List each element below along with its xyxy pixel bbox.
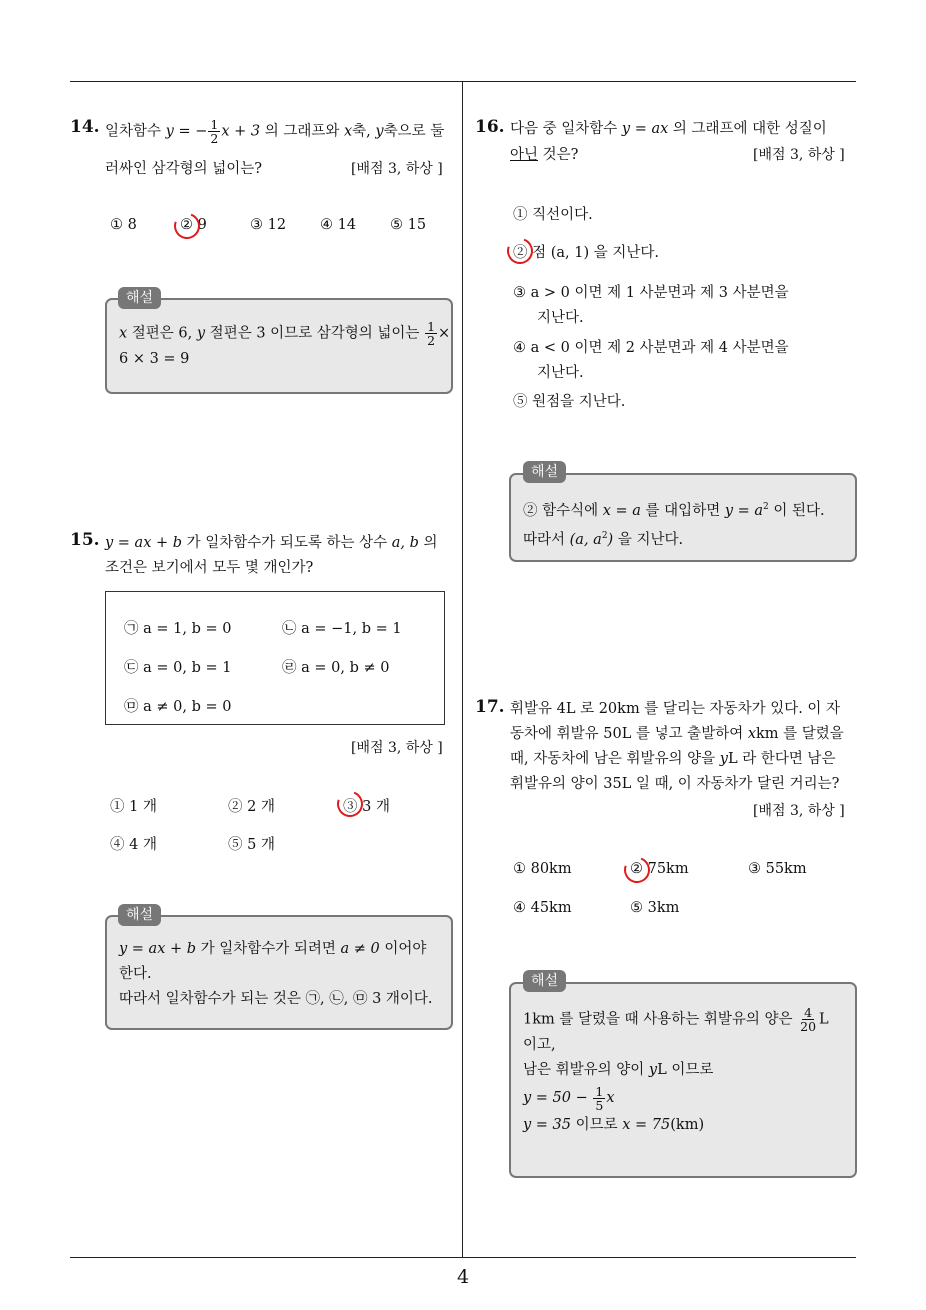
q17-solution-line1: 1km 를 달렸을 때 사용하는 휘발유의 양은 $\frac{4}{20}$ L xyxy=(523,1005,829,1034)
q15-stem-line2: 조건은 보기에서 모두 몇 개인가? xyxy=(105,560,314,576)
q15-choice-4[interactable]: ④ 4 개 xyxy=(110,837,157,853)
q14-score: [배점 3, 하상 ] xyxy=(351,161,443,177)
q15-solution-line2: 한다. xyxy=(119,966,152,982)
q14-choice-1[interactable]: ① 8 xyxy=(110,217,137,233)
q14-solution-line2: 6 × 3 = 9 xyxy=(119,351,190,367)
q17-stem-line1: 휘발유 4L 로 20km 를 달리는 자동차가 있다. 이 자 xyxy=(510,701,841,717)
q15-choice-5[interactable]: ⑤ 5 개 xyxy=(228,837,275,853)
q16-solution-line2: 따라서 (a, $a^2$) 을 지난다. xyxy=(523,530,684,548)
q17-solution-line3: 남은 휘발유의 양이 yL 이므로 xyxy=(523,1062,714,1078)
q15-choice-1[interactable]: ① 1 개 xyxy=(110,799,157,815)
bottom-rule xyxy=(70,1257,856,1258)
q16-score: [배점 3, 하상 ] xyxy=(753,147,845,163)
q17-solution-line4: y = 50 − $\frac{1}{5}$ x xyxy=(523,1083,615,1113)
q16-number: 16. xyxy=(475,117,505,137)
q17-choice-5[interactable]: ⑤ 3km xyxy=(630,900,680,916)
page-number: 4 xyxy=(456,1266,470,1288)
q14-choice-5[interactable]: ⑤ 15 xyxy=(390,217,427,233)
q15-choice-2[interactable]: ② 2 개 xyxy=(228,799,275,815)
q14-solution-box xyxy=(105,298,453,394)
bogi-item: ㉢ a = 0, b = 1 xyxy=(124,660,232,676)
top-rule xyxy=(70,81,856,82)
answer-mark-icon xyxy=(170,209,205,244)
q16-choice-3[interactable]: ③ a > 0 이면 제 1 사분면과 제 3 사분면을 xyxy=(513,285,789,301)
q15-solution-box xyxy=(105,915,453,1030)
answer-mark-icon xyxy=(620,853,655,888)
q16-choice-5[interactable]: ⑤ 원점을 지난다. xyxy=(513,394,626,410)
q16-choice-3-cont: 지난다. xyxy=(537,310,584,326)
q17-solution-box xyxy=(509,982,857,1178)
q15-score: [배점 3, 하상 ] xyxy=(351,740,443,756)
q17-choice-4[interactable]: ④ 45km xyxy=(513,900,572,916)
bogi-item: ㉣ a = 0, b ≠ 0 xyxy=(282,660,390,676)
q17-stem-line4: 휘발유의 양이 35L 일 때, 이 자동차가 달린 거리는? xyxy=(510,776,840,792)
q16-choice-2[interactable]: ② 점 (a, 1) 을 지난다. xyxy=(513,245,659,261)
q16-choice-4-cont: 지난다. xyxy=(537,365,584,381)
q15-number: 15. xyxy=(70,530,100,550)
q17-choice-2[interactable]: ② 75km xyxy=(630,861,689,877)
q14-choice-2[interactable]: ② 9 xyxy=(180,217,207,233)
q17-solution-tag: 해설 xyxy=(523,970,566,992)
q17-stem-line3: 때, 자동차에 남은 휘발유의 양을 yL 라 한다면 남은 xyxy=(510,751,836,767)
q17-choice-1[interactable]: ① 80km xyxy=(513,861,572,877)
q16-solution-tag: 해설 xyxy=(523,461,566,483)
bogi-item: ㉠ a = 1, b = 0 xyxy=(124,621,232,637)
q15-bogi-box xyxy=(105,591,445,725)
q16-stem-line2: 아닌 것은? xyxy=(510,147,579,163)
bogi-item: ㉤ a ≠ 0, b = 0 xyxy=(124,699,232,715)
q15-solution-tag: 해설 xyxy=(118,904,161,926)
q17-choice-3[interactable]: ③ 55km xyxy=(748,861,807,877)
q14-choice-3[interactable]: ③ 12 xyxy=(250,217,287,233)
q17-solution-line2: 이고, xyxy=(523,1037,556,1053)
column-divider xyxy=(462,82,463,1258)
q17-solution-line5: y = 35 이므로 x = 75(km) xyxy=(523,1117,705,1133)
q14-stem-line2: 러싸인 삼각형의 넓이는? xyxy=(105,161,263,177)
q16-stem-line1: 다음 중 일차함수 y = ax 의 그래프에 대한 성질이 xyxy=(510,121,827,137)
q15-solution-line3: 따라서 일차함수가 되는 것은 ㉠, ㉡, ㉤ 3 개이다. xyxy=(119,991,433,1007)
q14-choice-4[interactable]: ④ 14 xyxy=(320,217,357,233)
q16-choice-1[interactable]: ① 직선이다. xyxy=(513,207,593,223)
q14-solution-tag: 해설 xyxy=(118,287,161,309)
q15-stem-line1: y = ax + b 가 일차함수가 되도록 하는 상수 a, b 의 xyxy=(105,535,438,551)
q16-underline-not: 아닌 xyxy=(510,147,539,163)
q14-fraction: $\frac{1}{2}$ xyxy=(210,117,219,146)
q14-number: 14. xyxy=(70,117,100,137)
q15-solution-line1: y = ax + b 가 일차함수가 되려면 a ≠ 0 이어야 xyxy=(119,941,427,957)
q17-stem-line2: 동차에 휘발유 50L 를 넣고 출발하여 xkm 를 달렸을 xyxy=(510,726,844,742)
q16-choice-4[interactable]: ④ a < 0 이면 제 2 사분면과 제 4 사분면을 xyxy=(513,340,789,356)
q17-score: [배점 3, 하상 ] xyxy=(753,803,845,819)
q16-solution-line1: ② 함수식에 x = a 를 대입하면 $y = a^2$ 이 된다. xyxy=(523,502,825,519)
answer-mark-icon xyxy=(503,234,538,269)
q14-stem-line1: 일차함수 y = − $\frac{1}{2}$ x + 3 의 그래프와 x축, y축으로 둘 xyxy=(105,117,445,146)
answer-mark-icon xyxy=(333,787,368,822)
q16-solution-box xyxy=(509,473,857,562)
bogi-item: ㉡ a = −1, b = 1 xyxy=(282,621,402,637)
q17-number: 17. xyxy=(475,697,505,717)
q14-solution-line1: x 절편은 6, y 절편은 3 이므로 삼각형의 넓이는 $\frac{1}{2}$ × xyxy=(119,319,451,348)
q15-choice-3[interactable]: ③ 3 개 xyxy=(343,799,390,815)
